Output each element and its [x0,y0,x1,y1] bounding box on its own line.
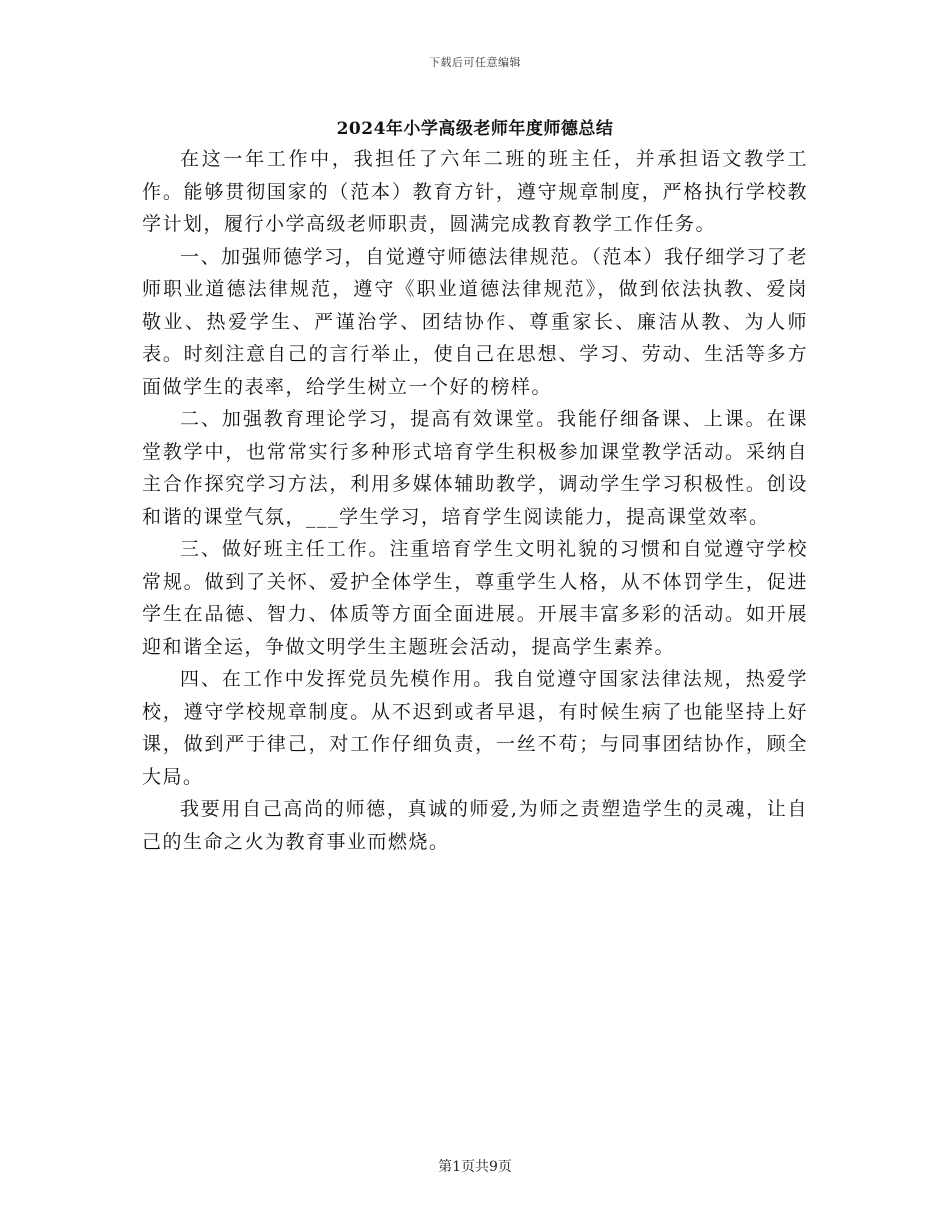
header-note: 下载后可任意编辑 [429,56,521,69]
document-body [142,143,808,858]
paragraph-section-1: 一、加强师德学习，自觉遵守师德法律规范。（范本）我仔细学习了老师职业道德法律规范，遵守《职业道德法律规范》，做到依法执教、爱岗敬业、热爱学生、严谨治学、团结协作、尊重家长、廉洁从教、为人师表。时刻注意自己的言行举止，使自己在思想、学习、劳动、生活等多方面做学生的表率，给学生树立一个好的榜样。 [142,245,808,398]
page-number: 第1页共9页 [438,1159,512,1175]
document-title: 2024年小学高级老师年度师德总结 [336,119,614,139]
paragraph-section-3: 三、做好班主任工作。注重培育学生文明礼貌的习惯和自觉遵守学校常规。做到了关怀、爱护全体学生，尊重学生人格，从不体罚学生，促进学生在品德、智力、体质等方面全面进展。开展丰富多彩的活动。如开展迎和谐全运，争做文明学生主题班会活动，提高学生素养。 [142,538,808,658]
paragraph-section-4: 四、在工作中发挥党员先模作用。我自觉遵守国家法律法规，热爱学校，遵守学校规章制度。从不迟到或者早退，有时候生病了也能坚持上好课，做到严于律己，对工作仔细负责，一丝不苟；与同事团结协作，顾全大局。 [142,668,808,788]
paragraph-conclusion: 我要用自己高尚的师德，真诚的师爱,为师之责塑造学生的灵魂，让自己的生命之火为教育事业而燃烧。 [142,798,808,853]
paragraph-intro: 在这一年工作中，我担任了六年二班的班主任，并承担语文教学工作。能够贯彻国家的（范本）教育方针，遵守规章制度，严格执行学校教学计划，履行小学高级老师职责，圆满完成教育教学工作任务。 [142,148,808,235]
paragraph-section-2: 二、加强教育理论学习，提高有效课堂。我能仔细备课、上课。在课堂教学中，也常常实行多种形式培育学生积极参加课堂教学活动。采纳自主合作探究学习方法，利用多媒体辅助教学，调动学生学习积极性。创设和谐的课堂气氛，___学生学习，培育学生阅读能力，提高课堂效率。 [142,408,808,528]
